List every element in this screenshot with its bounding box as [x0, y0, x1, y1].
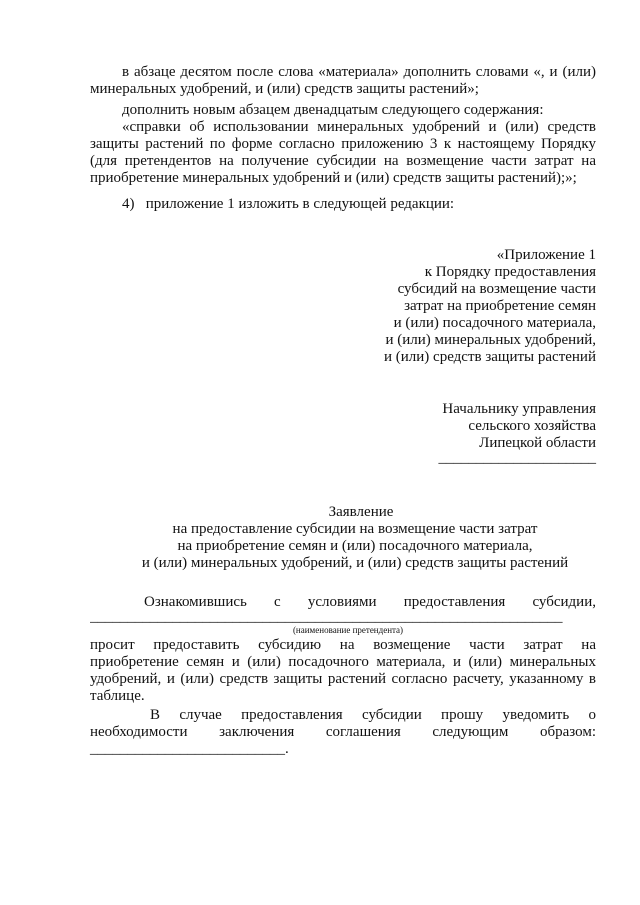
amendment-2-text: дополнить новым абзацем двенадцатым следующего содержания:	[122, 102, 544, 118]
statement-title: Заявление	[328, 504, 394, 520]
statement-subtitle-line-3: и (или) минеральных удобрений, и (или) средств защиты растений	[141, 555, 569, 571]
amendment-1-line-2: минеральных удобрений, и (или) средств защиты растений»;	[90, 81, 479, 97]
quote-line-1: «справки об использовании минеральных удобрений и (или) средств	[122, 119, 596, 135]
appendix-header-line-4: затрат на приобретение семян	[404, 298, 596, 314]
request-line-4: таблице.	[90, 688, 145, 704]
statement-heading	[90, 504, 596, 572]
request-line-3: удобрений, и (или) средств защиты растений согласно расчету, указанному в	[90, 671, 596, 687]
addressee-block	[360, 401, 596, 467]
item-4-number: 4)	[122, 196, 135, 212]
appendix-header-line-7: и (или) средств защиты растений	[383, 349, 596, 365]
statement-subtitle-line-2: на приобретение семян и (или) посадочного материала,	[177, 538, 533, 554]
notify-line-1: В случае предоставления субсидии прошу уведомить о	[150, 707, 596, 723]
addressee-blank-line: _____________________	[438, 450, 596, 466]
addressee-line-1: Начальнику управления	[442, 401, 596, 417]
notify-line-2: необходимости заключения соглашения следующим образом:	[90, 724, 596, 740]
request-line-1: просит предоставить субсидию на возмещение части затрат на	[90, 637, 596, 653]
appendix-header-line-2: к Порядку предоставления	[424, 264, 596, 280]
notify-line-3: __________________________.	[90, 741, 289, 757]
appendix-header-line-1: «Приложение 1	[496, 247, 596, 263]
request-line-2: приобретение семян и (или) посадочного материала, и (или) минеральных	[90, 654, 596, 670]
amendment-paragraph-1	[90, 64, 596, 98]
addressee-line-3: Липецкой области	[479, 435, 596, 451]
body-intro-line: Ознакомившись с условиями предоставления субсидии,	[144, 594, 596, 610]
quoted-addition	[90, 119, 596, 187]
appendix-header-line-3: субсидий на возмещение части	[397, 281, 596, 297]
item-4-text: приложение 1 изложить в следующей редакции:	[145, 196, 455, 212]
quote-line-4: приобретение минеральных удобрений и (или) средств защиты растений);»;	[90, 170, 577, 186]
addressee-line-2: сельского хозяйства	[468, 418, 596, 434]
statement-body	[90, 594, 596, 758]
quote-line-3: (для претендентов на получение субсидии на возмещение части затрат на	[90, 153, 596, 169]
amendment-1-line-1: в абзаце десятом после слова «материала» дополнить словами «, и (или)	[122, 64, 596, 80]
applicant-name-caption: (наименование претендента)	[292, 625, 404, 635]
statement-subtitle-line-1: на предоставление субсидии на возмещение части затрат	[172, 521, 538, 537]
appendix-header-line-6: и (или) минеральных удобрений,	[385, 332, 596, 348]
quote-line-2: защиты растений по форме согласно приложению 3 к настоящему Порядку	[90, 136, 596, 152]
appendix-header-line-5: и (или) посадочного материала,	[393, 315, 596, 331]
appendix-header	[300, 247, 596, 366]
amendment-item-4	[122, 196, 596, 213]
amendment-paragraph-2	[122, 102, 596, 119]
applicant-name-blank: _______________________________________________________________	[90, 609, 563, 625]
